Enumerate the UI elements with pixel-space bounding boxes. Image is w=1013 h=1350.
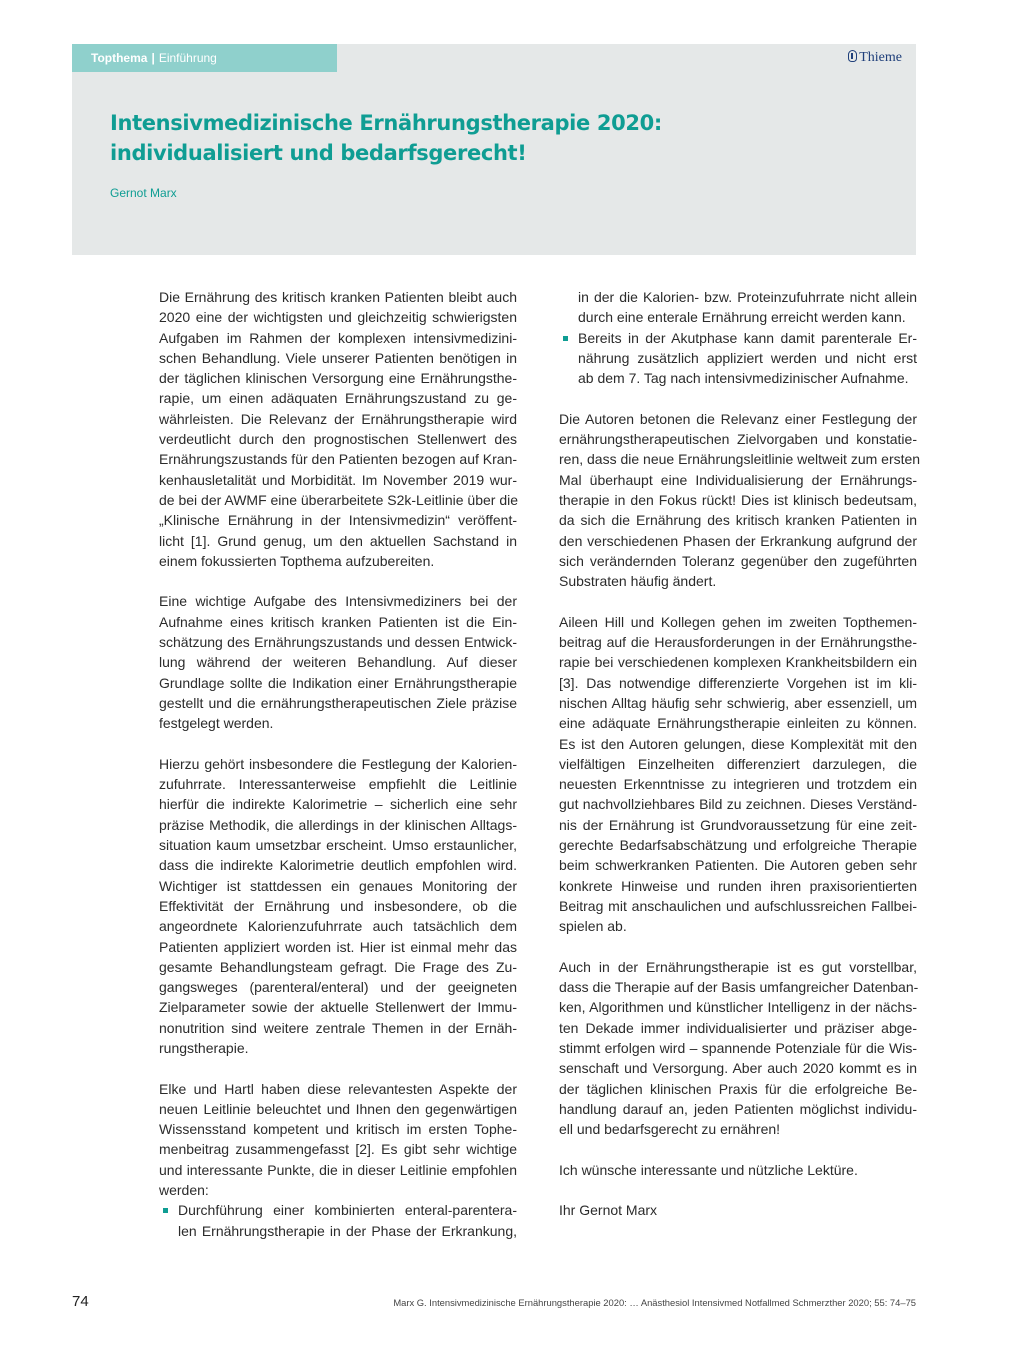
text-line: der täglichen klinischen Praxis für die erfolgreiche Be-	[559, 1080, 917, 1097]
text-line: gerechte Bedarfsabschätzung und erfolgreiche Therapie	[559, 837, 917, 854]
text-line: Die Ernährung des kritisch kranken Patienten bleibt auch	[159, 289, 517, 305]
paragraph	[159, 754, 517, 1058]
text-line: schätzung des Ernährungszustands und dessen Entwick-	[159, 634, 517, 651]
text-line: nährung zusätzlich appliziert werden und nicht erst	[578, 349, 917, 366]
text-line: verdeutlicht durch den prognostischen Stellenwert des	[159, 431, 517, 448]
text-line: therapie in den Fokus rückt! Dies ist klinisch bedeutsam,	[559, 491, 917, 508]
text-line: Elke und Hartl haben diese relevantesten Aspekte der	[159, 1080, 517, 1097]
paragraph	[559, 612, 917, 937]
text-line: dass die indirekte Kalorimetrie deutlich empfohlen wird.	[159, 857, 517, 874]
article-header-panel	[72, 72, 916, 255]
text-line: ell und bedarfsgerecht zu ernähren!	[559, 1121, 781, 1138]
text-line: eine adäquate Ernährungstherapie einleiten zu können.	[559, 715, 917, 732]
text-line: Eine wichtige Aufgabe des Intensivmediziners bei der	[159, 593, 517, 610]
text-line: den verschiedenen Phasen der Erkrankung aufgrund der	[559, 532, 917, 549]
text-line: beitrag auf die Herausforderungen in der Ernährungsthe-	[559, 634, 917, 651]
title-line-1: Intensivmedizinische Ernährungstherapie 2020:	[110, 111, 662, 135]
text-line: ab dem 7. Tag nach intensivmedizinischer Aufnahme.	[578, 370, 909, 387]
recommendation-list	[159, 1200, 517, 1241]
text-line: Grundlage sollte die Indikation einer Ernährungstherapie	[159, 674, 517, 691]
text-line: Ihr Gernot Marx	[559, 1202, 658, 1219]
text-line: sich verändernden Toleranz gegenüber den zugeführten	[559, 552, 917, 569]
text-line: vielfältigen Einzelheiten differenziert darzulegen, die	[559, 755, 917, 772]
text-line: schen Behandlung. Viele unserer Patienten benötigen in	[159, 349, 517, 366]
signature	[559, 1200, 917, 1220]
list-item	[559, 328, 917, 389]
page-footer	[72, 1293, 916, 1315]
text-line: rungstherapie.	[159, 1039, 249, 1056]
text-line: der täglichen klinischen Versorgung eine Ernährungsthe-	[159, 370, 517, 387]
paragraph	[159, 287, 517, 571]
text-line: licht [1]. Grund genug, um den aktuellen Sachstand in	[159, 532, 517, 549]
text-line: nis der Ernährung ist Grundvoraussetzung für eine zeit-	[559, 816, 917, 833]
article-title	[110, 108, 830, 168]
rubric-label: Topthema	[91, 51, 148, 65]
text-line: in der die Kalorien- bzw. Proteinzufuhrrate nicht allein	[578, 289, 917, 305]
text-line: dass die Therapie auf der Basis umfangreicher Datenban-	[559, 979, 919, 996]
text-line: Beitrag mit anschaulichen und aufschlussreichen Fallbei-	[559, 897, 917, 914]
text-line: nischen Alltag häufig sehr schwierig, aber essenziell, um	[559, 694, 917, 711]
text-line: präzise Methodik, die allerdings in der klinischen Alltags-	[159, 816, 517, 833]
article-author: Gernot Marx	[110, 186, 177, 200]
text-line: handlung darauf an, jeden Patienten möglichst individu-	[559, 1100, 917, 1117]
text-line: Es ist den Autoren gelungen, diese Komplexität mit den	[559, 735, 917, 752]
text-line: spielen ab.	[559, 918, 627, 935]
list-item-continued	[559, 287, 917, 328]
text-line: einem fokussierten Topthema aufzubereiten.	[159, 552, 435, 569]
citation-line: Marx G. Intensivmedizinische Ernährungstherapie 2020: … Anästhesiol Intensivmed Notfallmed Schmerzther 2020; 55: 74–75	[393, 1297, 916, 1308]
text-line: [3]. Das notwendige differenzierte Vorgehen ist im kli-	[559, 674, 917, 691]
text-line: gangsweges (parenteral/enteral) und der geeigneten	[159, 979, 517, 996]
text-line: Aufgaben im Rahmen der komplexen intensivmedizini-	[159, 329, 517, 346]
text-line: ken, Algorithmen und künstlicher Intelligenz in der nächs-	[559, 999, 917, 1016]
text-line: Auch in der Ernährungstherapie ist es gut vorstellbar,	[559, 958, 917, 975]
rubric-section: Einführung	[158, 51, 217, 65]
paragraph	[559, 409, 921, 592]
text-line: und interessante Punkte, die in dieser Leitlinie empfohlen	[159, 1161, 517, 1178]
right-text-column	[559, 287, 921, 1241]
text-line: neuesten Erkenntnisse zu integrieren und trotzdem ein	[559, 776, 917, 793]
text-line: ernährungstherapeutischen Zielvorgaben und konstatie-	[559, 431, 917, 448]
text-line: Aileen Hill und Kollegen gehen im zweiten Topthemen-	[559, 613, 917, 630]
text-line: Die Autoren betonen die Relevanz einer Festlegung der	[559, 410, 917, 427]
text-line: 2020 eine der wichtigsten und gleichzeitig schwierigsten	[159, 309, 517, 326]
title-line-2: individualisiert und bedarfsgerecht!	[110, 141, 527, 165]
text-line: lung während der weiteren Behandlung. Auf dieser	[159, 654, 517, 671]
text-line: situation kaum umsetzbar erscheint. Umso erstaunlicher,	[159, 837, 517, 854]
text-line: Patienten appliziert worden ist. Hier ist einmal mehr das	[159, 938, 517, 955]
paragraph	[559, 957, 917, 1140]
text-line: Hierzu gehört insbesondere die Festlegung der Kalorien-	[159, 755, 517, 772]
text-line: Aufnahme eines kritisch kranken Patienten ist die Ein-	[159, 613, 517, 630]
text-line: Bereits in der Akutphase kann damit parenterale Er-	[578, 329, 917, 346]
text-line: da sich die Ernährung des kritisch kranken Patienten in	[559, 512, 917, 529]
text-line: werden:	[159, 1182, 209, 1199]
text-line: Ich wünsche interessante und nützliche Lektüre.	[559, 1161, 858, 1178]
text-line: Wichtiger ist stattdessen ein genaues Monitoring der	[159, 877, 517, 894]
paragraph	[159, 591, 517, 733]
text-line: Mal überhaupt eine Individualisierung der Ernährungs-	[559, 471, 917, 488]
text-line: währleisten. Die Relevanz der Ernährungstherapie wird	[159, 410, 517, 427]
text-line: nonutrition sind weitere zentrale Themen in der Ernäh-	[159, 1019, 517, 1036]
text-line: Substraten häufig ändert.	[559, 573, 717, 590]
section-rubric	[72, 44, 337, 72]
text-line: neuen Leitlinie beleuchtet und Ihnen den gegenwärtigen	[159, 1100, 517, 1117]
left-text-column	[159, 287, 517, 1241]
text-line: gesamte Behandlungsteam gefragt. Die Frage des Zu-	[159, 958, 517, 975]
text-line: de bei der AWMF eine überarbeitete S2k-Leitlinie über die	[159, 491, 519, 508]
text-line: festgelegt werden.	[159, 715, 274, 732]
text-line: zufuhrrate. Interessanterweise empfiehlt die Leitlinie	[159, 776, 517, 793]
top-bar	[72, 44, 916, 72]
text-line: durch eine enterale Ernährung erreicht werden kann.	[578, 309, 906, 326]
text-line: Effektivität der Ernährung und insbesondere, ob die	[159, 897, 517, 914]
text-line: gut nachvollziehbares Bild zu zeichnen. Dieses Verständ-	[559, 796, 917, 813]
text-line: beim schwerkranken Patienten. Die Autoren geben sehr	[559, 857, 917, 874]
text-line: rapie, um einen adäquaten Ernährungszustand zu ge-	[159, 390, 517, 407]
text-line: Durchführung einer kombinierten enteral-parentera-	[178, 1202, 517, 1219]
text-line: ren, dass die neue Ernährungsleitlinie weltweit zum ersten	[559, 451, 921, 468]
thieme-logo-icon	[848, 50, 857, 62]
text-line: Ernährungszustands für den Patienten bezogen auf Kran-	[159, 451, 518, 468]
text-line: kenhausletalität und Morbidität. Im November 2019 wur-	[159, 471, 517, 488]
text-line: gestellt und die ernährungstherapeutischen Ziele präzise	[159, 694, 517, 711]
paragraph	[559, 1160, 917, 1180]
text-line: „Klinische Ernährung in der Intensivmedizin“ veröffent-	[159, 512, 517, 529]
list-item	[159, 1200, 517, 1241]
rubric-separator: |	[151, 51, 155, 65]
text-line: menbeitrag zusammengefasst [2]. Es gibt sehr wichtige	[159, 1141, 517, 1158]
text-line: rapie bei verschiedenen komplexen Krankheitsbildern ein	[559, 654, 917, 671]
text-line: angeordnete Kalorienzufuhrrate auch tatsächlich dem	[159, 918, 517, 935]
text-line: senschaft und Versorgung. Aber auch 2020 kommt es in	[559, 1060, 917, 1077]
text-line: Zielparameter sowie der aktuelle Stellenwert der Immu-	[159, 999, 517, 1016]
text-line: Wissensstand kompetent und kritisch im ersten Tophe-	[159, 1121, 517, 1138]
paragraph	[159, 1079, 517, 1201]
text-line: konkrete Hinweise und runden ihren praxisorientierten	[559, 877, 917, 894]
text-line: hierfür die indirekte Kalorimetrie – sicherlich eine sehr	[159, 796, 517, 813]
publisher-logo	[848, 44, 902, 72]
text-line: len Ernährungstherapie in der Phase der Erkrankung,	[178, 1222, 517, 1239]
text-line: ten Dekade immer individualisierter und präziser abge-	[559, 1019, 917, 1036]
recommendation-list	[559, 328, 917, 389]
publisher-name: Thieme	[859, 50, 902, 65]
text-line: stimmt erfolgen wird – spannende Potenziale für die Wis-	[559, 1039, 917, 1056]
page-number: 74	[72, 1293, 89, 1310]
